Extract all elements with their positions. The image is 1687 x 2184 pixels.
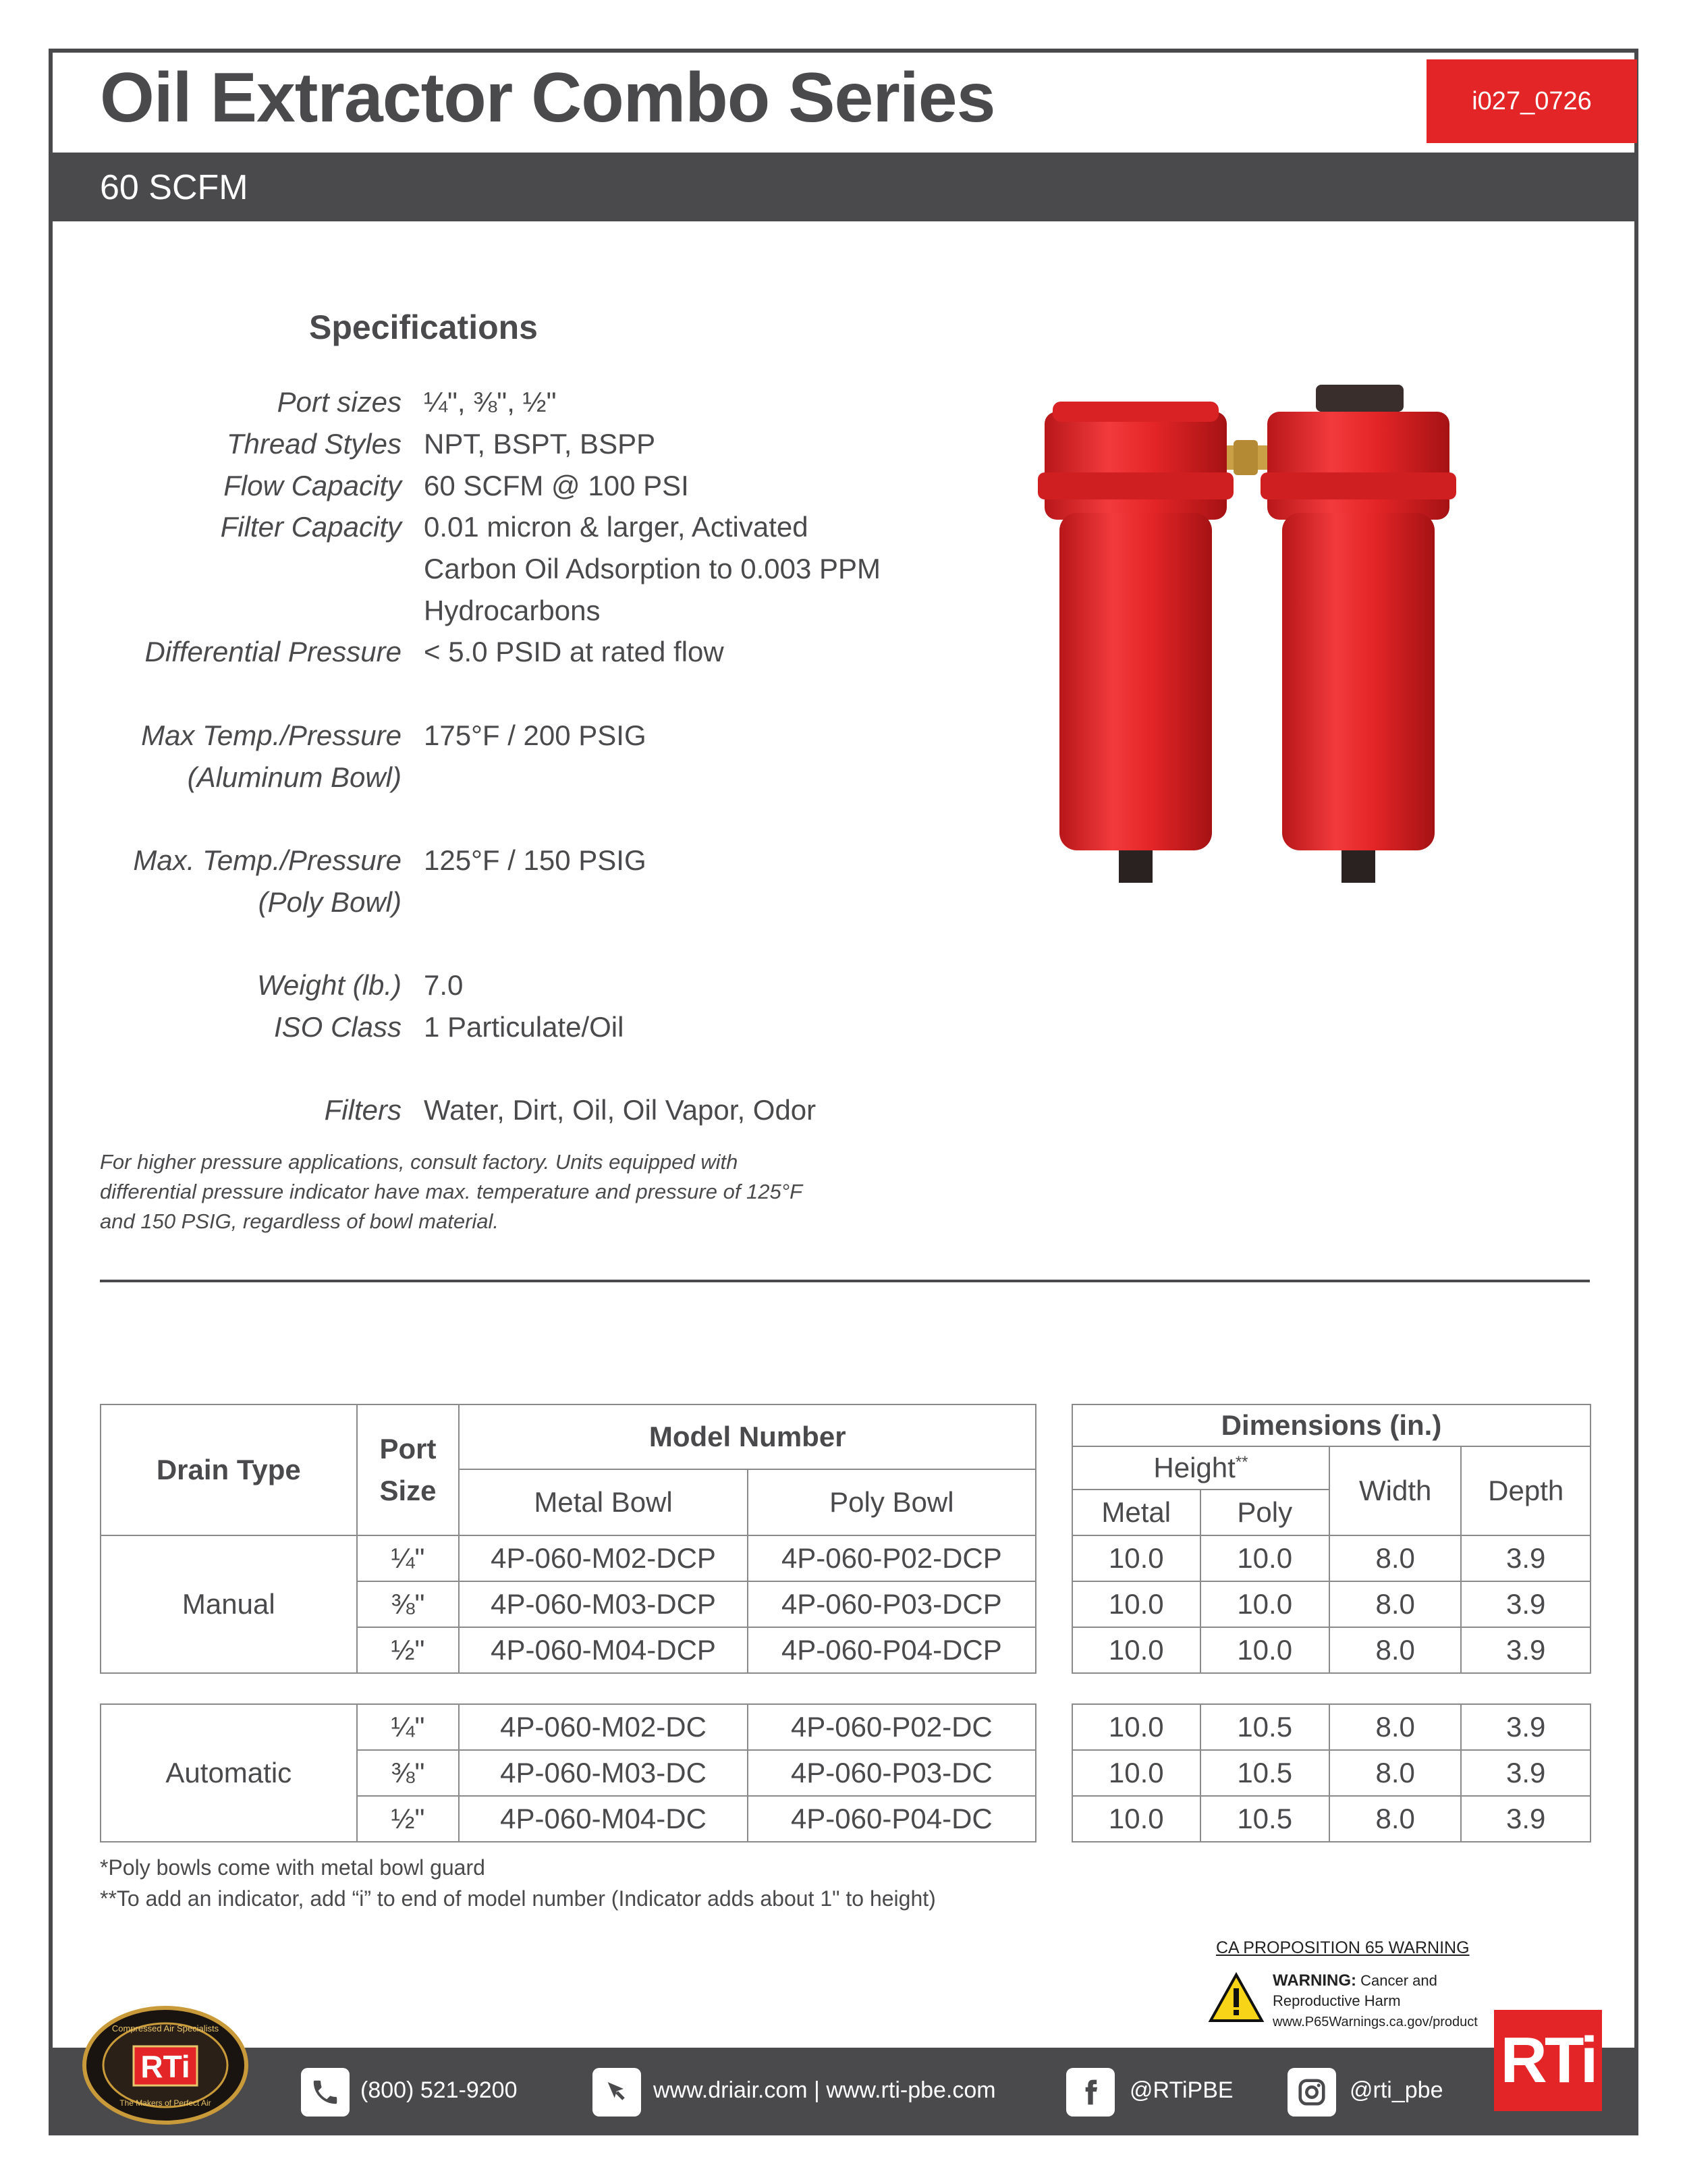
depth-cell: 3.9 <box>1461 1535 1591 1581</box>
header-dimensions: Dimensions (in.) <box>1072 1404 1591 1446</box>
product-image <box>1032 378 1464 918</box>
warning-icon <box>1208 1972 1265 2023</box>
specifications-note <box>100 1147 977 1236</box>
header-metal-bowl: Metal Bowl <box>459 1469 747 1535</box>
table-row <box>1072 1535 1591 1581</box>
height-metal-cell: 10.0 <box>1072 1627 1200 1673</box>
table-row <box>1072 1627 1591 1673</box>
spec-label: (Aluminum Bowl) <box>187 761 402 793</box>
depth-cell: 3.9 <box>1461 1704 1591 1750</box>
spec-value: 7.0 <box>424 969 464 1001</box>
depth-cell: 3.9 <box>1461 1627 1591 1673</box>
port-size-cell: ½" <box>357 1627 460 1673</box>
height-metal-cell: 10.0 <box>1072 1581 1200 1627</box>
depth-cell: 3.9 <box>1461 1750 1591 1796</box>
metal-bowl-model-cell: 4P-060-M02-DC <box>459 1704 747 1750</box>
height-poly-cell: 10.0 <box>1200 1581 1329 1627</box>
depth-cell: 3.9 <box>1461 1581 1591 1627</box>
model-number-table <box>100 1404 1036 1842</box>
height-metal-cell: 10.0 <box>1072 1535 1200 1581</box>
phone-icon <box>301 2068 350 2117</box>
warning-url: www.P65Warnings.ca.gov/product <box>1273 2015 1478 2029</box>
note-line: differential pressure indicator have max. temperature and pressure of 125°F <box>100 1180 803 1203</box>
table-group-spacer <box>101 1673 1036 1704</box>
prop65-warning <box>1208 1938 1491 2029</box>
height-poly-cell: 10.0 <box>1200 1535 1329 1581</box>
height-metal-cell: 10.0 <box>1072 1750 1200 1796</box>
spec-label: Port sizes <box>277 386 402 418</box>
metal-bowl-model-cell: 4P-060-M04-DCP <box>459 1627 747 1673</box>
spec-label: Filters <box>324 1094 402 1126</box>
page-title: Oil Extractor Combo Series <box>100 59 995 137</box>
spec-label: Weight (lb.) <box>257 969 402 1001</box>
cursor-icon <box>592 2068 641 2117</box>
metal-bowl-model-cell: 4P-060-M03-DCP <box>459 1581 747 1627</box>
width-cell: 8.0 <box>1329 1750 1462 1796</box>
header-model-number: Model Number <box>459 1404 1036 1469</box>
spec-label: Max Temp./Pressure <box>141 719 402 751</box>
header-drain-type: Drain Type <box>101 1404 357 1535</box>
section-divider <box>100 1280 1590 1282</box>
height-poly-cell: 10.0 <box>1200 1627 1329 1673</box>
table-row <box>101 1704 1036 1750</box>
width-cell: 8.0 <box>1329 1581 1462 1627</box>
rti-oval-logo <box>81 2004 250 2126</box>
height-metal-cell: 10.0 <box>1072 1796 1200 1842</box>
header-poly-bowl: Poly Bowl <box>748 1469 1036 1535</box>
instagram-icon[interactable] <box>1288 2068 1336 2117</box>
metal-bowl-model-cell: 4P-060-M02-DCP <box>459 1535 747 1581</box>
logo-ring-bottom: The Makers of Perfect Air <box>119 2098 211 2108</box>
logo-text: RTi <box>140 2049 190 2084</box>
note-line: For higher pressure applications, consult factory. Units equipped with <box>100 1150 738 1174</box>
facebook-icon[interactable] <box>1066 2068 1115 2117</box>
poly-bowl-model-cell: 4P-060-P02-DCP <box>748 1535 1036 1581</box>
footnote-poly-guard: *Poly bowls come with metal bowl guard <box>100 1855 485 1880</box>
spec-label: Filter Capacity <box>220 511 402 543</box>
metal-bowl-model-cell: 4P-060-M04-DC <box>459 1796 747 1842</box>
header-port-line2: Size <box>379 1475 437 1506</box>
spec-value: 125°F / 150 PSIG <box>424 844 646 876</box>
spec-label: Max. Temp./Pressure <box>133 844 402 876</box>
drain-type-cell: Manual <box>101 1535 357 1673</box>
table-group-spacer <box>1072 1673 1591 1704</box>
header-height-mark: ** <box>1235 1453 1248 1471</box>
spec-label: Differential Pressure <box>144 636 402 667</box>
poly-bowl-model-cell: 4P-060-P03-DCP <box>748 1581 1036 1627</box>
header-height-label: Height <box>1153 1452 1236 1483</box>
port-size-cell: ⅜" <box>357 1750 460 1796</box>
spec-value: ¼", ⅜", ½" <box>424 386 557 418</box>
spec-value: Hydrocarbons <box>424 595 601 626</box>
poly-bowl-model-cell: 4P-060-P03-DC <box>748 1750 1036 1796</box>
table-row <box>1072 1750 1591 1796</box>
table-row <box>101 1535 1036 1581</box>
height-poly-cell: 10.5 <box>1200 1704 1329 1750</box>
spec-value: 0.01 micron & larger, Activated <box>424 511 808 543</box>
spec-value: 60 SCFM @ 100 PSI <box>424 470 689 501</box>
header-height <box>1072 1446 1329 1490</box>
subtitle: 60 SCFM <box>100 168 248 207</box>
port-size-cell: ¼" <box>357 1535 460 1581</box>
port-size-cell: ¼" <box>357 1704 460 1750</box>
warning-text <box>1273 1971 1495 2032</box>
poly-bowl-model-cell: 4P-060-P04-DC <box>748 1796 1036 1842</box>
port-size-cell: ⅜" <box>357 1581 460 1627</box>
table-row <box>1072 1581 1591 1627</box>
footer-phone[interactable]: (800) 521-9200 <box>360 2077 518 2103</box>
width-cell: 8.0 <box>1329 1704 1462 1750</box>
height-metal-cell: 10.0 <box>1072 1704 1200 1750</box>
metal-bowl-model-cell: 4P-060-M03-DC <box>459 1750 747 1796</box>
spec-value: NPT, BSPT, BSPP <box>424 428 656 460</box>
spec-label: Flow Capacity <box>223 470 402 501</box>
rti-logo-mark <box>1494 2010 1602 2111</box>
port-size-cell: ½" <box>357 1796 460 1842</box>
width-cell: 8.0 <box>1329 1535 1462 1581</box>
header-height-metal: Metal <box>1072 1490 1200 1535</box>
note-line: and 150 PSIG, regardless of bowl material. <box>100 1209 499 1233</box>
header-port-size <box>357 1404 460 1535</box>
warning-label: WARNING: <box>1273 1971 1356 1990</box>
spec-value: < 5.0 PSID at rated flow <box>424 636 724 667</box>
height-poly-cell: 10.5 <box>1200 1750 1329 1796</box>
poly-bowl-model-cell: 4P-060-P02-DC <box>748 1704 1036 1750</box>
footer-bar <box>53 2048 1634 2135</box>
spec-label: Thread Styles <box>226 428 402 460</box>
doc-code-badge: i027_0726 <box>1427 59 1637 143</box>
warning-desc: Cancer and <box>1360 1972 1437 1989</box>
warning-desc-2: Reproductive Harm <box>1273 1992 1401 2009</box>
dimensions-table <box>1072 1404 1591 1842</box>
logo-ring-top: Compressed Air Specialists <box>111 2023 219 2033</box>
spec-value: 1 Particulate/Oil <box>424 1011 624 1043</box>
table-row <box>1072 1704 1591 1750</box>
header-width: Width <box>1329 1446 1462 1535</box>
specifications-heading: Specifications <box>309 308 538 346</box>
poly-bowl-model-cell: 4P-060-P04-DCP <box>748 1627 1036 1673</box>
width-cell: 8.0 <box>1329 1627 1462 1673</box>
rti-logo-text: RTi <box>1500 2024 1596 2096</box>
footer-instagram[interactable]: @rti_pbe <box>1350 2077 1443 2103</box>
spec-value: Water, Dirt, Oil, Oil Vapor, Odor <box>424 1094 817 1126</box>
width-cell: 8.0 <box>1329 1796 1462 1842</box>
header-port-line1: Port <box>379 1433 437 1465</box>
header-height-poly: Poly <box>1200 1490 1329 1535</box>
prop65-title: CA PROPOSITION 65 WARNING <box>1216 1938 1470 1957</box>
table-row <box>1072 1796 1591 1842</box>
footnotes <box>100 1852 936 1914</box>
spec-label: (Poly Bowl) <box>258 886 402 918</box>
height-poly-cell: 10.5 <box>1200 1796 1329 1842</box>
spec-value: Carbon Oil Adsorption to 0.003 PPM <box>424 553 881 584</box>
footnote-indicator: **To add an indicator, add “i” to end of model number (Indicator adds about 1" to height) <box>100 1886 936 1911</box>
header-depth: Depth <box>1461 1446 1591 1535</box>
depth-cell: 3.9 <box>1461 1796 1591 1842</box>
spec-value: 175°F / 200 PSIG <box>424 719 646 751</box>
spec-label: ISO Class <box>273 1011 402 1043</box>
footer-facebook[interactable]: @RTiPBE <box>1130 2077 1234 2103</box>
subtitle-bar <box>53 153 1634 221</box>
drain-type-cell: Automatic <box>101 1704 357 1842</box>
footer-web[interactable]: www.driair.com | www.rti-pbe.com <box>653 2077 996 2103</box>
